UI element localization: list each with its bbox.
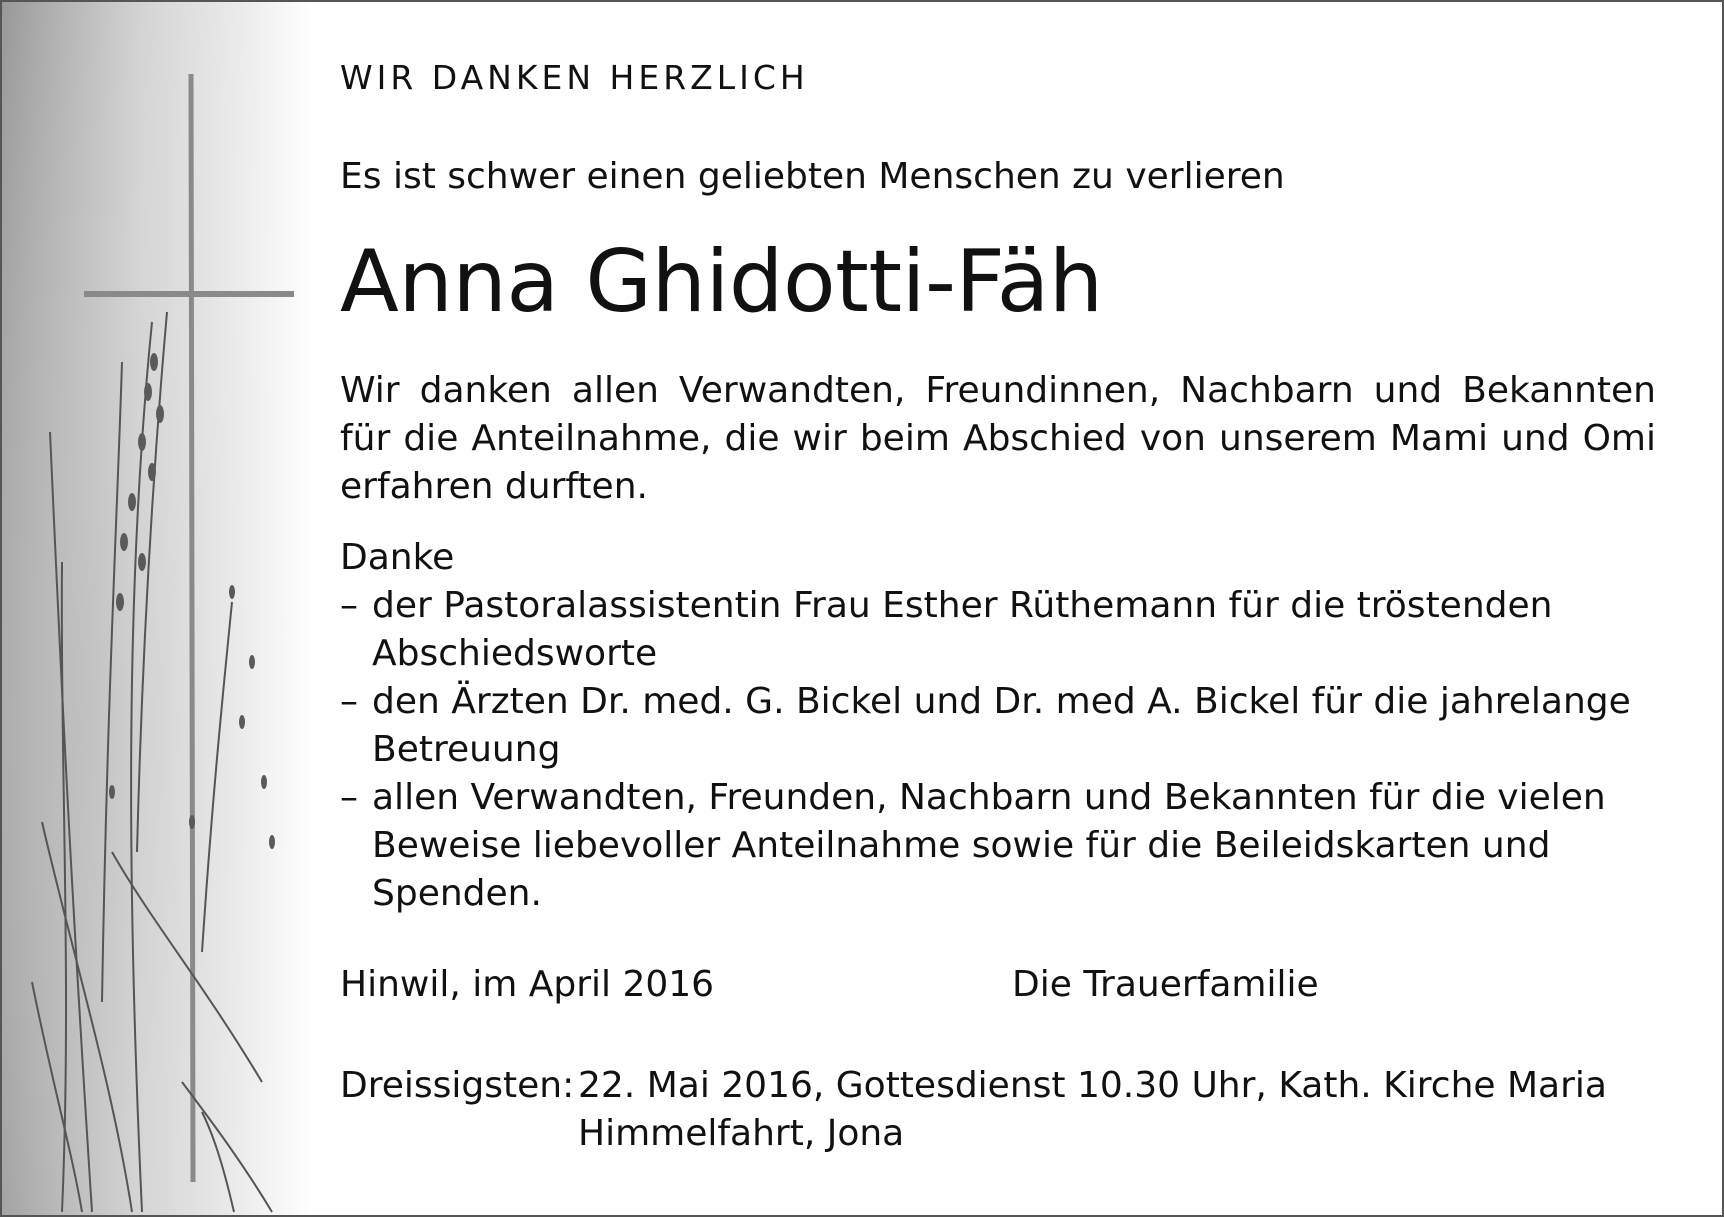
intro-line-3: erfahren durften.: [340, 466, 648, 507]
memorial-label: Dreissigsten:: [340, 1065, 575, 1106]
intro-paragraph: [340, 367, 1656, 511]
list-item: [340, 774, 1656, 918]
memorial-text: 22. Mai 2016, Gottesdienst 10.30 Uhr, Kath. Kirche Maria Himmelfahrt, Jona: [578, 1065, 1607, 1154]
dash-bullet: –: [340, 681, 358, 722]
place-date: Hinwil, im April 2016: [340, 964, 715, 1005]
signature: Die Trauerfamilie: [1012, 964, 1319, 1005]
list-item-text: den Ärzten Dr. med. G. Bickel und Dr. med A. Bickel für die jahrelange Betreuung: [372, 681, 1631, 770]
intro-line-2: für die Anteilnahme, die wir beim Abschied von unserem Mami und Omi: [340, 418, 1656, 459]
list-item: [340, 678, 1656, 774]
cross-grass-illustration: [2, 2, 312, 1215]
thanks-title: Danke: [340, 537, 455, 578]
deceased-name: Anna Ghidotti-Fäh: [340, 232, 1103, 332]
heading: WIR DANKEN HERZLICH: [340, 58, 809, 97]
list-item-text: der Pastoralassistentin Frau Esther Rüthemann für die tröstenden Abschiedsworte: [372, 585, 1553, 674]
list-item: [340, 582, 1656, 678]
memorial-info: [340, 1062, 1670, 1158]
intro-line-1: Wir danken allen Verwandten, Freundinnen, Nachbarn und Bekannten: [340, 370, 1656, 411]
dash-bullet: –: [340, 585, 358, 626]
list-item-text: allen Verwandten, Freunden, Nachbarn und Bekannten für die vielen Beweise liebevoller Anteilnahme sowie für die Beileidskarten und Spenden.: [372, 777, 1606, 914]
subtitle: Es ist schwer einen geliebten Menschen zu verlieren: [340, 156, 1285, 197]
thanks-list: [340, 582, 1656, 918]
dash-bullet: –: [340, 777, 358, 818]
